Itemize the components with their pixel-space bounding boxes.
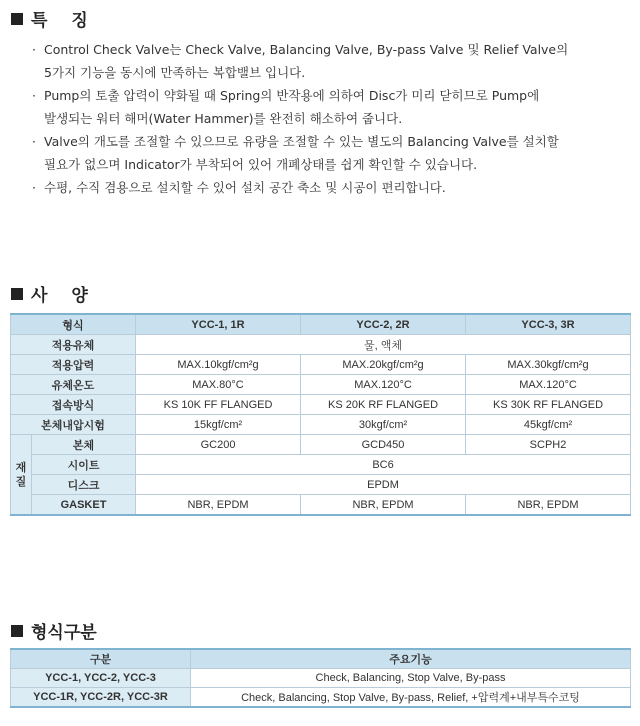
table-row (11, 355, 631, 375)
spec-heading (11, 281, 97, 306)
table-header-row (11, 314, 631, 335)
feature-line: Valve의 개도를 조절할 수 있으므로 유량을 조절할 수 있는 별도의 Balancing Valve를 설치할 (44, 134, 559, 149)
row-label: 유체온도 (11, 375, 136, 395)
table-cell: MAX.20kgf/cm²g (301, 355, 466, 375)
table-row (11, 375, 631, 395)
types-title: 형식구분 (31, 623, 97, 643)
heading-square-marker (11, 288, 23, 300)
spec-table (10, 313, 631, 516)
features-title: 특 징 (31, 11, 97, 31)
feature-item (32, 176, 632, 199)
feature-item (32, 84, 632, 130)
table-cell: 30kgf/cm² (301, 415, 466, 435)
header-cell: YCC-2, 2R (301, 314, 466, 335)
row-label: 접속방식 (11, 395, 136, 415)
feature-line: 수평, 수직 겸용으로 설치할 수 있어 설치 공간 축소 및 시공이 편리합니다. (44, 180, 446, 195)
bullet-dot: · (32, 88, 36, 103)
types-heading (11, 618, 97, 643)
bullet-dot: · (32, 42, 36, 57)
feature-line: 발생되는 워터 해머(Water Hammer)를 완전히 해소하여 줍니다. (44, 111, 403, 126)
bullet-dot: · (32, 180, 36, 195)
feature-line: 5가지 기능을 동시에 만족하는 복합밸브 입니다. (44, 65, 306, 80)
feature-line: Pump의 토출 압력이 약화될 때 Spring의 반작용에 의하여 Disc가 미리 닫히므로 Pump에 (44, 88, 540, 103)
table-cell: MAX.120°C (466, 375, 631, 395)
table-cell: MAX.120°C (301, 375, 466, 395)
table-cell: 45kgf/cm² (466, 415, 631, 435)
table-row (11, 415, 631, 435)
features-heading (11, 6, 97, 31)
header-cell: 형식 (11, 314, 136, 335)
row-label: 본체내압시험 (11, 415, 136, 435)
heading-square-marker (11, 13, 23, 25)
table-cell: GCD450 (301, 435, 466, 455)
table-cell: GC200 (136, 435, 301, 455)
header-cell: YCC-3, 3R (466, 314, 631, 335)
bullet-dot: · (32, 134, 36, 149)
header-cell: YCC-1, 1R (136, 314, 301, 335)
table-row (11, 475, 631, 495)
table-cell: KS 30K RF FLANGED (466, 395, 631, 415)
table-cell: 물, 액체 (136, 335, 631, 355)
row-label: YCC-1, YCC-2, YCC-3 (11, 669, 191, 688)
table-cell: NBR, EPDM (136, 495, 301, 516)
row-label: GASKET (32, 495, 136, 516)
heading-square-marker (11, 625, 23, 637)
table-cell: KS 10K FF FLANGED (136, 395, 301, 415)
table-row (11, 335, 631, 355)
row-label: 적용유체 (11, 335, 136, 355)
feature-line: Control Check Valve는 Check Valve, Balancing Valve, By-pass Valve 및 Relief Valve의 (44, 42, 569, 57)
material-group-label (11, 435, 32, 516)
table-cell: Check, Balancing, Stop Valve, By-pass, Relief, +압력계+내부특수코팅 (191, 688, 631, 708)
feature-line: 필요가 없으며 Indicator가 부착되어 있어 개폐상태를 쉽게 확인할 수 있습니다. (44, 157, 478, 172)
header-cell: 구분 (11, 649, 191, 669)
table-cell: Check, Balancing, Stop Valve, By-pass (191, 669, 631, 688)
table-row (11, 435, 631, 455)
table-cell: EPDM (136, 475, 631, 495)
row-label: YCC-1R, YCC-2R, YCC-3R (11, 688, 191, 708)
table-row (11, 495, 631, 516)
table-cell: NBR, EPDM (466, 495, 631, 516)
row-label: 시이트 (32, 455, 136, 475)
row-label: 적용압력 (11, 355, 136, 375)
table-cell: MAX.30kgf/cm²g (466, 355, 631, 375)
types-table (10, 648, 631, 708)
material-label-char: 질 (15, 475, 27, 488)
row-label: 본체 (32, 435, 136, 455)
table-row (11, 688, 631, 708)
header-cell: 주요기능 (191, 649, 631, 669)
row-label: 디스크 (32, 475, 136, 495)
table-cell: NBR, EPDM (301, 495, 466, 516)
table-cell: BC6 (136, 455, 631, 475)
table-cell: MAX.10kgf/cm²g (136, 355, 301, 375)
table-row (11, 669, 631, 688)
feature-item (32, 130, 632, 176)
table-row (11, 395, 631, 415)
table-cell: 15kgf/cm² (136, 415, 301, 435)
spec-title: 사 양 (31, 286, 97, 306)
feature-item (32, 38, 632, 84)
material-label-char: 재 (15, 461, 27, 474)
features-list (32, 38, 632, 199)
table-cell: KS 20K RF FLANGED (301, 395, 466, 415)
table-cell: SCPH2 (466, 435, 631, 455)
table-cell: MAX.80°C (136, 375, 301, 395)
table-header-row (11, 649, 631, 669)
table-row (11, 455, 631, 475)
